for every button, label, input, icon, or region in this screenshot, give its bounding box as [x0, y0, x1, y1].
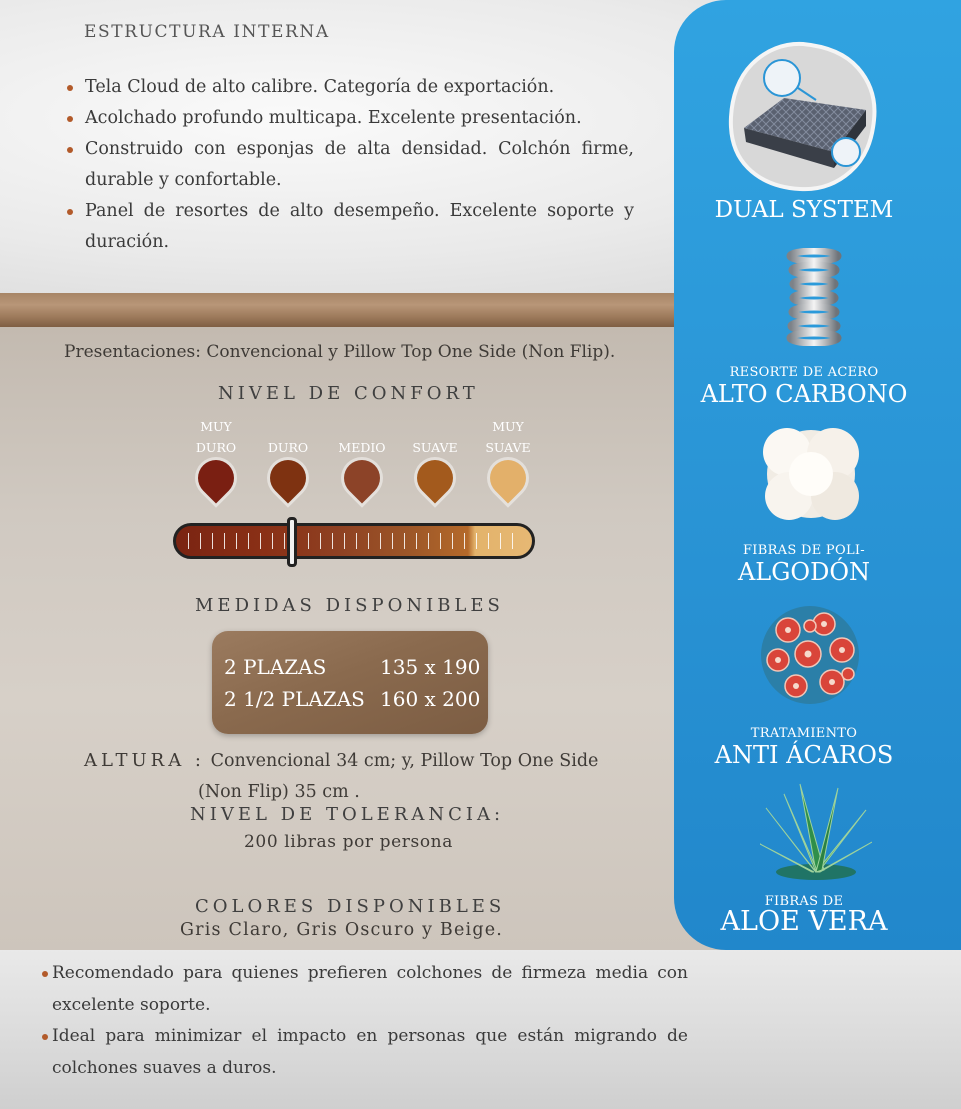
confort-levels [185, 416, 545, 511]
level-label: MUY DURO [195, 419, 237, 455]
altura-line2: (Non Flip) 35 cm . [198, 782, 360, 802]
drop-icon [191, 453, 242, 504]
feature-algodon: ALGODÓN [737, 558, 871, 586]
estructura-list [64, 72, 634, 258]
comfort-indicator [287, 517, 297, 567]
level-muy-suave [477, 416, 539, 496]
level-duro [257, 416, 319, 496]
medidas-title: MEDIDAS DISPONIBLES [195, 595, 504, 616]
mattress-icon [726, 40, 880, 194]
drop-icon [483, 453, 534, 504]
medida-row [224, 687, 481, 711]
spring-icon [786, 248, 842, 346]
recomendacion-item: Ideal para minimizar el impacto en personas que están migrando de colchones suaves a duros. [40, 1021, 688, 1084]
drop-icon [337, 453, 388, 504]
feature-aloe-vera: ALOE VERA [720, 906, 888, 937]
level-label: MEDIO [338, 440, 386, 455]
mite-icon [758, 604, 862, 706]
recomendaciones-list [40, 958, 688, 1084]
drop-icon [410, 453, 461, 504]
level-label: SUAVE [412, 440, 458, 455]
feature-anti-acaros: ANTI ÁCAROS [714, 741, 894, 769]
altura-label: ALTURA : [84, 750, 205, 771]
feature-alto-carbono: ALTO CARBONO [700, 380, 908, 408]
cotton-icon [759, 424, 863, 524]
medida-name: 2 PLAZAS [224, 655, 327, 679]
medida-size: 160 x 200 [380, 687, 481, 711]
medida-row [224, 655, 481, 679]
altura-text [84, 745, 624, 808]
aloe-icon [760, 780, 872, 882]
comfort-scale-bar [173, 523, 535, 559]
colores-title: COLORES DISPONIBLES [195, 896, 506, 917]
level-suave [404, 416, 466, 496]
recomendacion-item: Recomendado para quienes prefieren colchones de firmeza media con excelente soporte. [40, 958, 688, 1021]
medidas-box [212, 631, 488, 734]
wood-shelf [0, 293, 674, 327]
colores-value: Gris Claro, Gris Oscuro y Beige. [180, 920, 504, 940]
estructura-item: Acolchado profundo multicapa. Excelente presentación. [64, 103, 634, 134]
level-label: DURO [267, 440, 309, 455]
scale-ticks [188, 533, 520, 549]
feature-small-label: RESORTE DE ACERO [729, 365, 879, 380]
drop-icon [263, 453, 314, 504]
feature-small-label: FIBRAS DE POLI- [742, 543, 866, 558]
estructura-item: Panel de resortes de alto desempeño. Excelente soporte y duración. [64, 196, 634, 258]
estructura-item: Construido con esponjas de alta densidad. Colchón firme, durable y confortable. [64, 134, 634, 196]
feature-small-label: TRATAMIENTO [750, 726, 858, 741]
level-muy-duro [185, 416, 247, 496]
feature-small-label: FIBRAS DE [764, 894, 844, 909]
level-medio [331, 416, 393, 496]
estructura-item: Tela Cloud de alto calibre. Categoría de exportación. [64, 72, 634, 103]
tolerancia-value: 200 libras por persona [244, 832, 453, 852]
estructura-title: ESTRUCTURA INTERNA [84, 22, 330, 42]
medida-name: 2 1/2 PLAZAS [224, 687, 365, 711]
altura-line1: Convencional 34 cm; y, Pillow Top One Side [205, 751, 599, 771]
feature-dual-system: DUAL SYSTEM [714, 197, 894, 223]
level-label: MUY SUAVE [485, 419, 531, 455]
presentaciones-text: Presentaciones: Convencional y Pillow Top One Side (Non Flip). [64, 342, 616, 362]
confort-title: NIVEL DE CONFORT [218, 383, 479, 404]
medida-size: 135 x 190 [380, 655, 481, 679]
tolerancia-title: NIVEL DE TOLERANCIA: [190, 804, 505, 825]
